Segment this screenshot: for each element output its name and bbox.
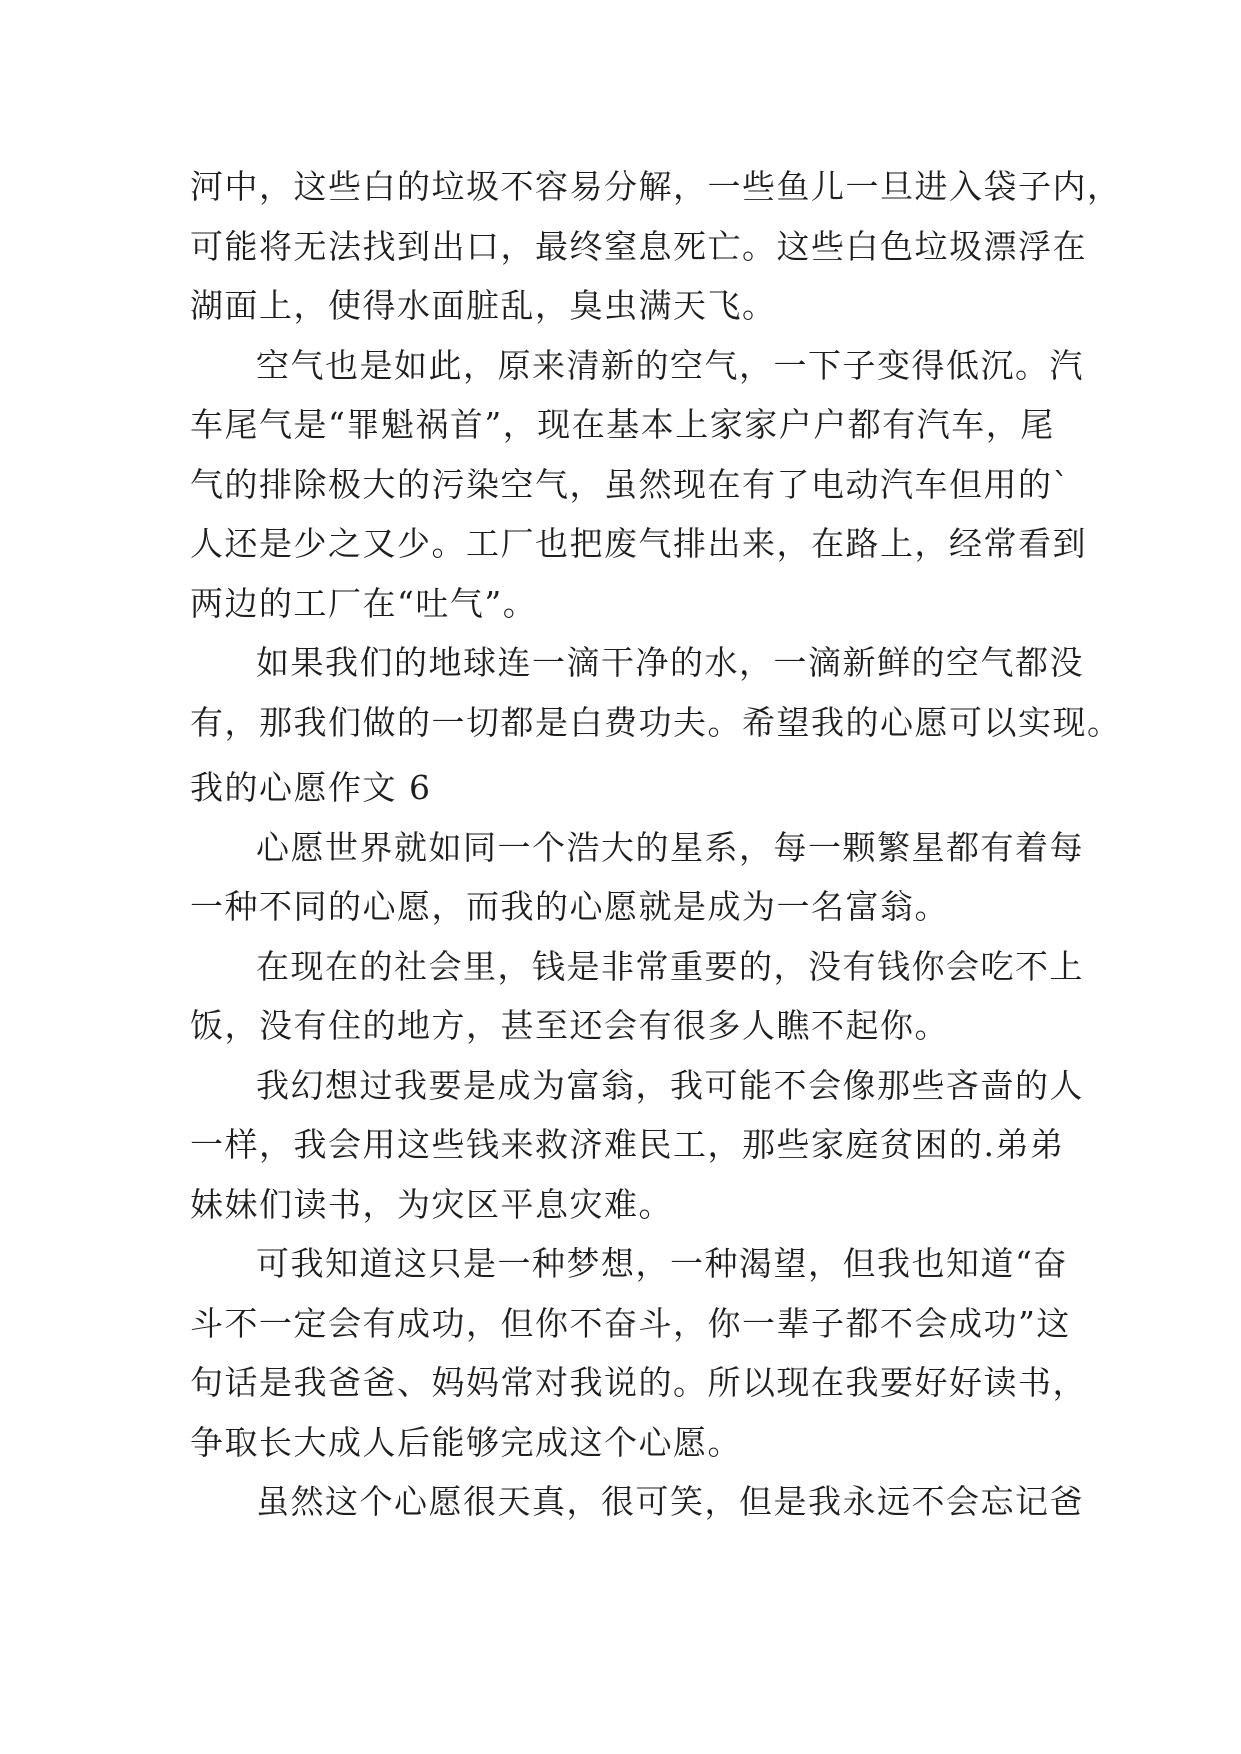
paragraph-line: 有，那我们做的一切都是白费功夫。希望我的心愿可以实现。: [190, 702, 1122, 742]
paragraph-line: 湖面上，使得水面脏乱，臭虫满天飞。: [190, 286, 777, 325]
paragraph-line: 人还是少之又少。工厂也把废气排出来，在路上，经常看到: [190, 524, 1087, 563]
paragraph-line: 妹妹们读书，为灾区平息灾难。: [190, 1184, 673, 1224]
paragraph-line: 在现在的社会里，钱是非常重要的，没有钱你会吃不上: [256, 946, 1084, 986]
paragraph-line: 虽然这个心愿很天真，很可笑，但是我永远不会忘记爸: [256, 1482, 1084, 1521]
paragraph-line: 气的排除极大的污染空气，虽然现在有了电动汽车但用的`: [190, 464, 1071, 504]
paragraph-line: 我幻想过我要是成为富翁，我可能不会像那些吝啬的人: [256, 1065, 1084, 1105]
paragraph-line: 一样，我会用这些钱来救济难民工，那些家庭贫困的.弟弟: [190, 1125, 1065, 1164]
paragraph-line: 河中，这些白的垃圾不容易分解，一些鱼儿一旦进入袋子内，: [190, 167, 1122, 206]
paragraph-line: 如果我们的地球连一滴干净的水，一滴新鲜的空气都没: [256, 643, 1084, 682]
paragraph-line: 饭，没有住的地方，甚至还会有很多人瞧不起你。: [190, 1006, 949, 1045]
section-heading: 我的心愿作文 6: [190, 768, 432, 807]
essay-continuation: [190, 157, 1122, 752]
paragraph-line: 空气也是如此，原来清新的空气，一下子变得低沉。汽: [256, 345, 1084, 385]
essay-six: [190, 758, 1087, 1532]
paragraph-line: 斗不一定会有成功，但你不奋斗，你一辈子都不会成功”这: [190, 1303, 1071, 1343]
paragraph-line: 争取长大成人后能够完成这个心愿。: [190, 1422, 742, 1462]
paragraph-line: 一种不同的心愿，而我的心愿就是成为一名富翁。: [190, 887, 949, 926]
paragraph-line: 心愿世界就如同一个浩大的星系，每一颗繁星都有着每: [256, 827, 1084, 867]
paragraph-line: 两边的工厂在“吐气”。: [190, 583, 538, 623]
paragraph-line: 车尾气是“罪魁祸首”，现在基本上家家户户都有汽车，尾: [190, 405, 1055, 444]
paragraph-line: 句话是我爸爸、妈妈常对我说的。所以现在我要好好读书，: [190, 1363, 1087, 1402]
paragraph-line: 可能将无法找到出口，最终窒息死亡。这些白色垃圾漂浮在: [190, 226, 1087, 266]
paragraph-line: 可我知道这只是一种梦想，一种渴望，但我也知道“奋: [256, 1244, 1068, 1283]
